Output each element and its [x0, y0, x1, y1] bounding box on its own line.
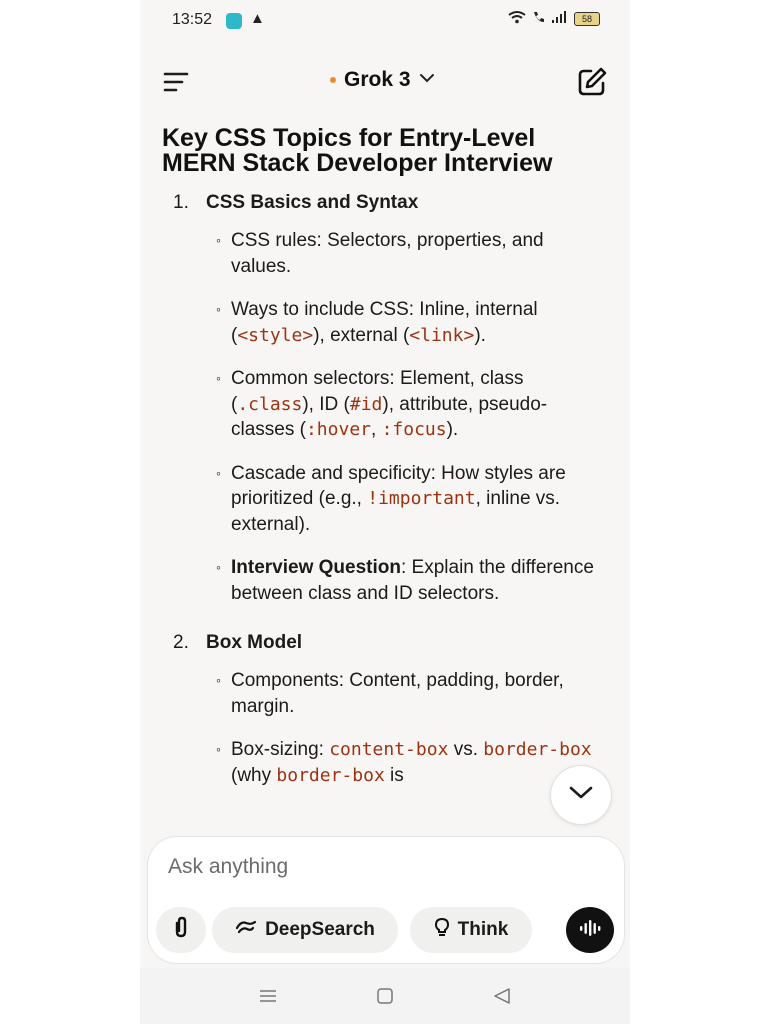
item-text: ), attribute, pseudo-classes ( — [231, 393, 548, 440]
inline-code: border-box — [276, 764, 385, 786]
call-icon — [532, 10, 546, 27]
lightbulb-icon — [434, 917, 450, 943]
status-bar — [140, 0, 630, 40]
list-item — [216, 555, 606, 606]
inline-code: content-box — [329, 739, 449, 760]
item-text: ), ID ( — [302, 393, 350, 415]
chevron-down-icon — [419, 71, 435, 89]
app-screen — [140, 0, 630, 968]
chat-response — [162, 126, 612, 806]
section-heading — [162, 624, 612, 668]
section-heading — [162, 184, 612, 228]
attach-button[interactable] — [156, 907, 206, 953]
nav-menu-icon[interactable] — [258, 986, 278, 1011]
list-item — [216, 366, 606, 443]
ask-input[interactable]: Ask anything — [168, 855, 289, 878]
inline-code: :hover — [305, 419, 371, 440]
app-notification-icon — [226, 13, 242, 29]
item-text: ). — [446, 419, 459, 440]
list-item — [216, 297, 606, 348]
item-text: , inline vs. external). — [231, 488, 561, 535]
deepsearch-label: DeepSearch — [265, 919, 375, 940]
item-text: Box-sizing: — [231, 739, 330, 760]
bullet-icon: ◦ — [216, 370, 221, 386]
nav-back-icon[interactable] — [492, 986, 512, 1011]
menu-icon[interactable] — [162, 68, 190, 96]
inline-code: border-box — [483, 739, 592, 760]
item-text: is — [384, 764, 404, 786]
section-number: 1. — [173, 192, 189, 213]
item-text: Cascade and specificity: How styles are prioritized (e.g., — [231, 462, 566, 509]
item-text: vs. — [448, 739, 484, 760]
item-text: ), external ( — [313, 324, 410, 346]
bullet-icon: ◦ — [216, 464, 221, 481]
think-label: Think — [457, 919, 509, 940]
item-text: CSS rules: Selectors, properties, and values. — [231, 230, 544, 277]
signal-icon — [552, 11, 568, 26]
nav-home-icon[interactable] — [375, 986, 395, 1011]
item-text: : Explain the difference between class and ID selectors. — [231, 557, 594, 604]
section-number: 2. — [173, 632, 189, 653]
response-title: Key CSS Topics for Entry-Level MERN Stack Developer Interview — [162, 124, 553, 177]
status-indicators — [508, 10, 600, 27]
list-item — [216, 228, 606, 279]
inline-code: <link> — [409, 324, 475, 346]
voice-button[interactable] — [566, 907, 614, 953]
bullet-icon: ◦ — [216, 559, 221, 575]
deepsearch-icon — [235, 918, 257, 942]
wifi-icon — [508, 10, 526, 27]
item-text: Ways to include CSS: Inline, internal ( — [231, 299, 538, 346]
inline-code: !important — [367, 488, 476, 509]
scroll-down-button[interactable] — [550, 765, 612, 825]
section-title: CSS Basics and Syntax — [206, 192, 419, 213]
warning-icon: ▲ — [250, 10, 265, 27]
edit-icon[interactable] — [576, 66, 608, 98]
item-text: ). — [474, 324, 486, 346]
inline-code: :focus — [381, 419, 447, 440]
bullet-icon: ◦ — [216, 301, 221, 317]
paperclip-icon — [171, 915, 191, 945]
item-text: (why — [231, 764, 277, 786]
battery-icon: 58 — [574, 12, 600, 26]
item-text: Common selectors: Element, class ( — [231, 368, 524, 415]
list-item — [216, 737, 606, 788]
message-composer — [147, 836, 625, 964]
inline-code: #id — [349, 393, 383, 415]
model-name: Grok 3 — [344, 68, 411, 91]
model-selector[interactable] — [330, 68, 435, 92]
bold-text: Interview Question — [231, 557, 401, 578]
inline-code: <style> — [237, 324, 314, 346]
chat-header — [140, 56, 630, 110]
list-item — [216, 668, 606, 719]
list-item — [216, 461, 606, 538]
topic-list — [162, 184, 612, 788]
bullet-icon: ◦ — [216, 672, 221, 688]
inline-code: .class — [237, 393, 303, 415]
item-text: Components: Content, padding, border, margin. — [231, 670, 564, 717]
think-button[interactable] — [410, 907, 532, 953]
bullet-icon: ◦ — [216, 232, 221, 248]
status-time: 13:52 — [172, 11, 213, 28]
deepsearch-button[interactable] — [212, 907, 398, 953]
voice-icon — [579, 918, 601, 943]
scroll-down-icon — [568, 785, 594, 806]
section-title: Box Model — [206, 632, 303, 653]
model-status-dot — [330, 77, 336, 83]
item-text: , — [371, 419, 382, 440]
bullet-icon: ◦ — [216, 741, 221, 757]
